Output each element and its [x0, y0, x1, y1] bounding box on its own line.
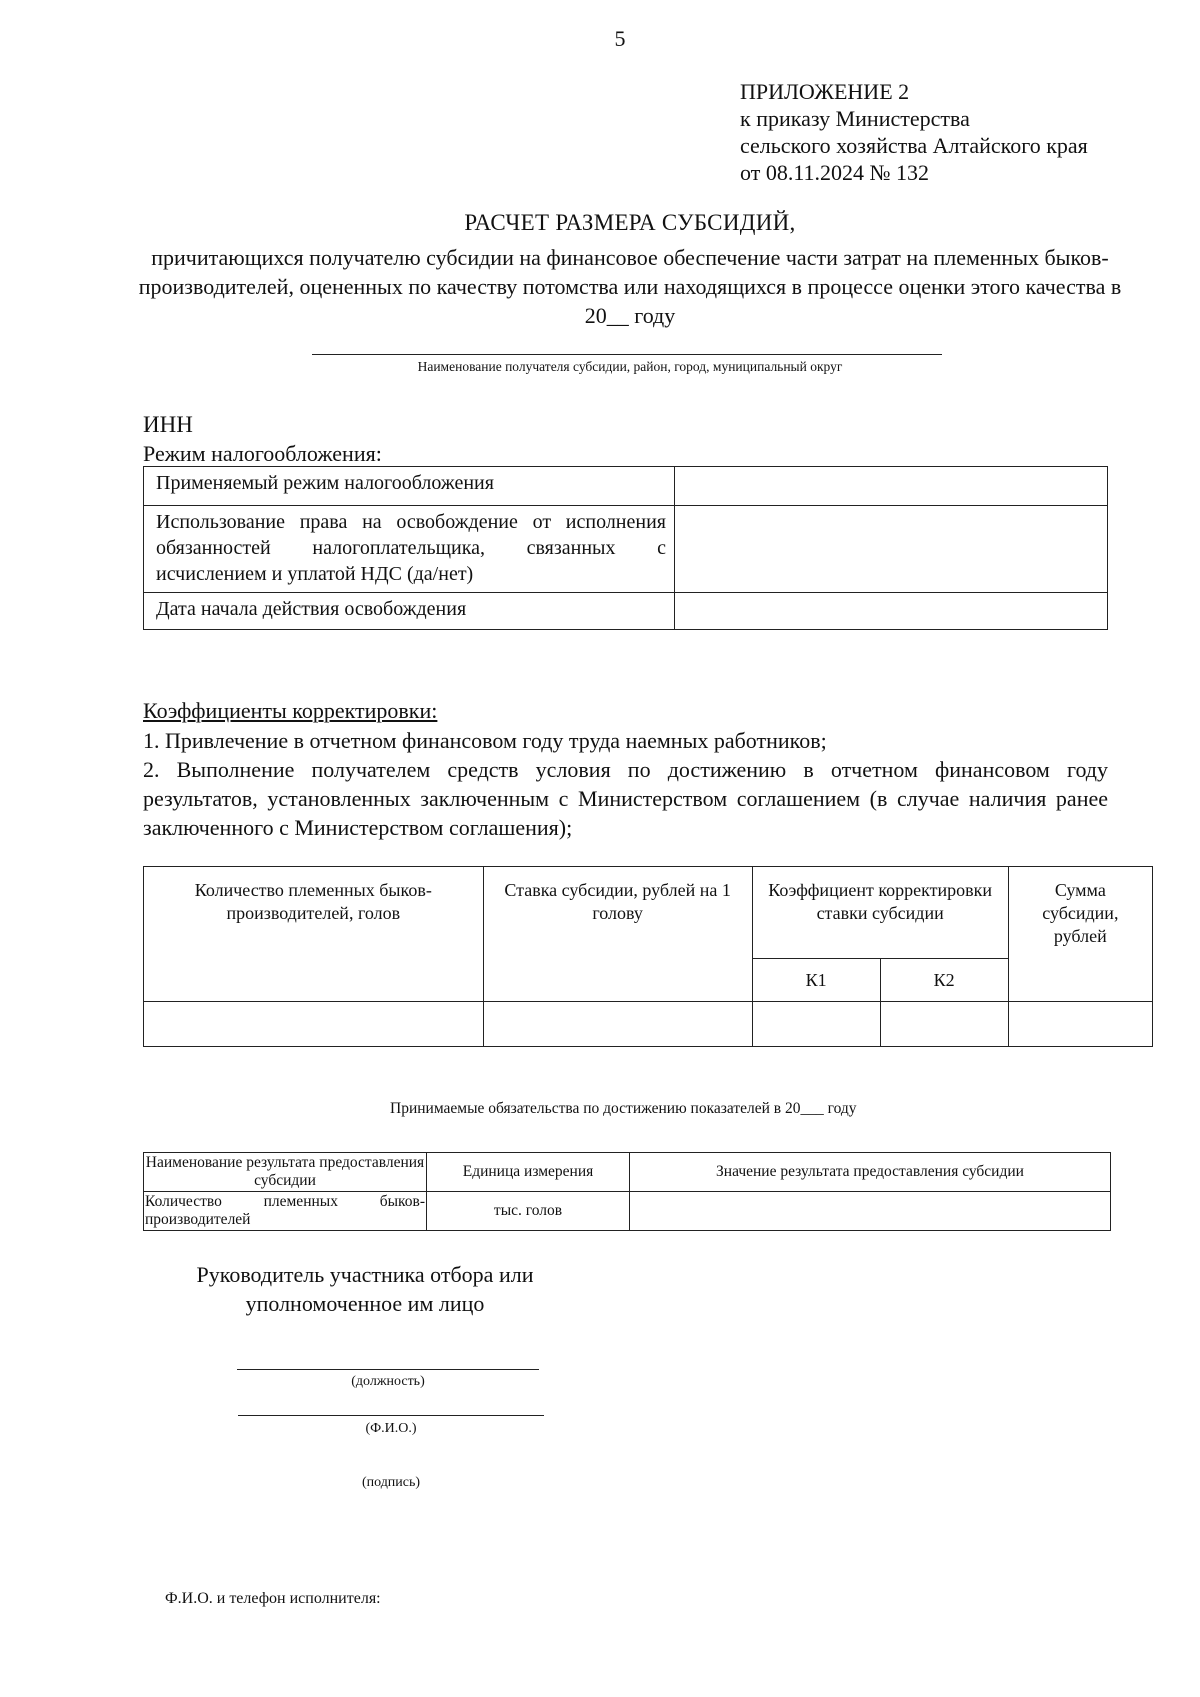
subsidy-sum-value[interactable] [1008, 1002, 1152, 1047]
signatory-line-1: Руководитель участника отбора или [196, 1262, 534, 1287]
tax-regime-label: Режим налогообложения: [143, 441, 382, 466]
appendix-line-3: сельского хозяйства Алтайского края [740, 133, 1088, 158]
subsidy-calc-table [143, 866, 1153, 1047]
page-number: 5 [614, 26, 626, 51]
tax-regime-cell: Применяемый режим налогообложения [144, 467, 675, 506]
appendix-line-1: ПРИЛОЖЕНИЕ 2 [740, 79, 910, 104]
table-row [144, 1002, 1153, 1047]
k2-value[interactable] [880, 1002, 1008, 1047]
vat-exemption-value[interactable] [675, 506, 1108, 593]
table-row [144, 593, 1108, 630]
fio-caption: (Ф.И.О.) [365, 1421, 417, 1436]
obligations-table [143, 1152, 1111, 1231]
k1-value[interactable] [752, 1002, 880, 1047]
table-row [144, 867, 1153, 959]
k2-header: К2 [880, 959, 1008, 1002]
coefficients-heading: Коэффициенты корректировки: [143, 698, 438, 723]
tax-regime-table [143, 466, 1108, 630]
recipient-name-line [312, 354, 942, 355]
coefficients-list [143, 726, 1108, 842]
table-row [144, 1192, 1111, 1231]
document-subtitle: причитающихся получателю субсидии на финансовое обеспечение части затрат на племенных быков-производителей, оцененных по качеству потомства или находящихся в процессе оценки этого качества в 20__ году [138, 245, 1122, 328]
exemption-date-value[interactable] [675, 593, 1108, 630]
signatory-line-2: уполномоченное им лицо [245, 1291, 485, 1316]
signature-caption: (подпись) [361, 1475, 421, 1490]
exemption-date-cell: Дата начала действия освобождения [144, 593, 675, 630]
position-caption: (должность) [351, 1374, 425, 1389]
result-name-header: Наименование результата предоставления субсидии [144, 1153, 427, 1192]
table-row [144, 506, 1108, 593]
inn-label: ИНН [143, 412, 193, 437]
tax-regime-value[interactable] [675, 467, 1108, 506]
executor-label: Ф.И.О. и телефон исполнителя: [165, 1590, 381, 1607]
subsidy-rate-value[interactable] [483, 1002, 752, 1047]
unit-header: Единица измерения [427, 1153, 630, 1192]
appendix-line-4: от 08.11.2024 № 132 [740, 160, 929, 185]
table-row [144, 467, 1108, 506]
coefficient-item-1: 1. Привлечение в отчетном финансовом году труда наемных работников; [143, 728, 827, 753]
position-line [237, 1369, 539, 1370]
appendix-line-2: к приказу Министерства [740, 106, 970, 131]
appendix-block [740, 78, 1088, 186]
result-value-header: Значение результата предоставления субсидии [630, 1153, 1111, 1192]
subsidy-rate-header: Ставка субсидии, рублей на 1 голову [483, 867, 752, 1002]
subsidy-sum-header: Сумма субсидии, рублей [1008, 867, 1152, 1002]
vat-exemption-cell: Использование права на освобождение от исполнения обязанностей налогоплательщика, связанных с исчислением и уплатой НДС (да/нет) [144, 506, 675, 593]
obligations-caption: Принимаемые обязательства по достижению показателей в 20___ году [390, 1100, 857, 1117]
table-row [144, 1153, 1111, 1192]
result-value-cell[interactable] [630, 1192, 1111, 1231]
unit-cell: тыс. голов [427, 1192, 630, 1231]
bulls-count-header: Количество племенных быков-производителей, голов [144, 867, 484, 1002]
document-title: РАСЧЕТ РАЗМЕРА СУБСИДИЙ, [464, 210, 796, 235]
recipient-caption: Наименование получателя субсидии, район, город, муниципальный округ [417, 359, 843, 374]
coefficient-header: Коэффициент корректировки ставки субсидии [752, 867, 1008, 959]
coefficient-item-2: 2. Выполнение получателем средств условия по достижению в отчетном финансовом году результатов, установленных заключенным с Министерством соглашением (в случае наличия ранее заключенного с Министерством соглашения); [143, 757, 1108, 840]
fio-line [238, 1415, 544, 1416]
signatory-heading [150, 1260, 580, 1318]
bulls-count-value[interactable] [144, 1002, 484, 1047]
result-name-cell: Количество племенных быков-производителей [144, 1192, 427, 1231]
k1-header: К1 [752, 959, 880, 1002]
